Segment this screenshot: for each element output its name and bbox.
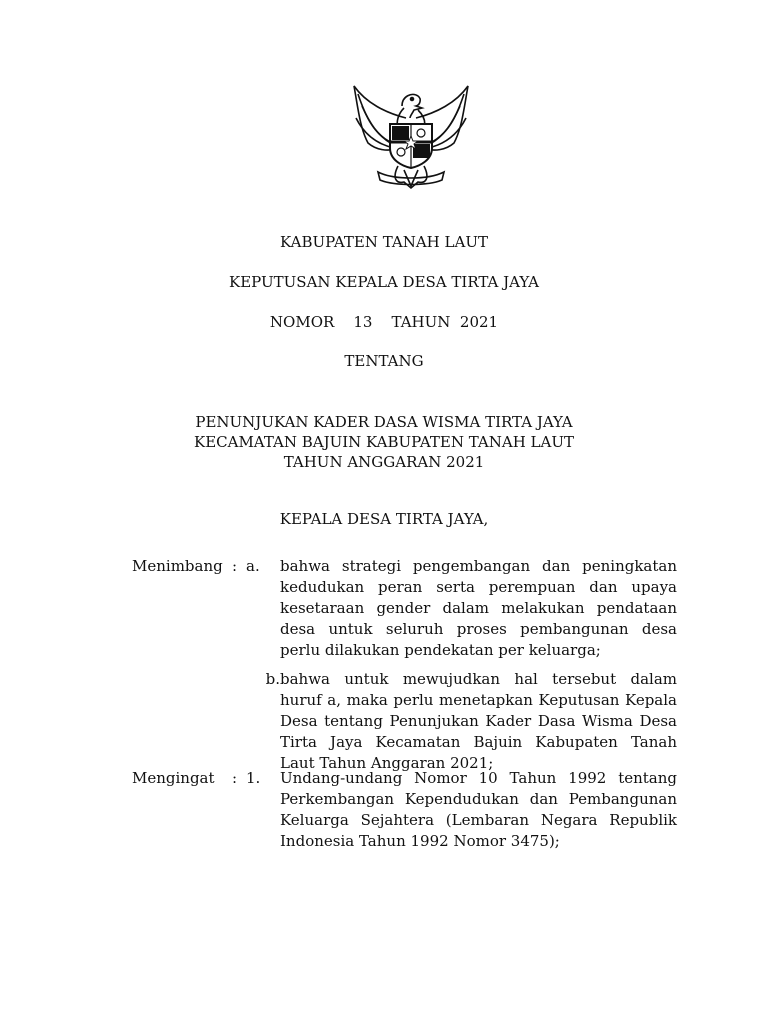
item-line: kedudukan peran serta perempuan dan upaya <box>280 578 677 596</box>
issuer-heading: KEPALA DESA TIRTA JAYA, <box>279 510 489 528</box>
garuda-emblem-icon <box>346 78 476 198</box>
item-text <box>280 669 677 774</box>
item-line: bahwa untuk mewujudkan hal tersebut dalam <box>280 670 677 688</box>
menimbang-section <box>132 556 677 774</box>
item-line: Tirta Jaya Kecamatan Bajuin Kabupaten Tanah <box>280 733 677 751</box>
mengingat-section <box>132 768 677 852</box>
item-line: Indonesia Tahun 1992 Nomor 3475); <box>280 832 560 850</box>
title-line: KECAMATAN BAJUIN KABUPATEN TANAH LAUT <box>193 433 574 451</box>
decree-title <box>0 412 768 472</box>
decree-number: NOMOR 13 TAHUN 2021 <box>269 313 499 331</box>
menimbang-label: Menimbang <box>132 557 223 575</box>
mengingat-colon: : <box>232 769 238 787</box>
mengingat-label: Mengingat <box>132 769 215 787</box>
item-line: Undang-undang Nomor 10 Tahun 1992 tentang <box>280 769 677 787</box>
item-line: Laut Tahun Anggaran 2021; <box>280 754 494 772</box>
item-marker: a. <box>246 557 260 575</box>
about-heading: TENTANG <box>344 352 424 370</box>
item-line: Perkembangan Kependudukan dan Pembangunan <box>280 790 677 808</box>
item-marker: 1. <box>246 769 261 787</box>
menimbang-item-b <box>132 669 677 774</box>
menimbang-colon: : <box>232 557 238 575</box>
item-line: huruf a, maka perlu menetapkan Keputusan Kepala <box>280 691 677 709</box>
menimbang-item-a <box>132 556 677 661</box>
title-line: PENUNJUKAN KADER DASA WISMA TIRTA JAYA <box>195 413 573 431</box>
item-line: kesetaraan gender dalam melakukan pendataan <box>280 599 677 617</box>
regency-heading: KABUPATEN TANAH LAUT <box>280 233 488 251</box>
item-line: Desa tentang Penunjukan Kader Dasa Wisma Desa <box>280 712 677 730</box>
item-text <box>280 556 677 661</box>
item-line: perlu dilakukan pendekatan per keluarga; <box>280 641 601 659</box>
item-text <box>280 768 677 852</box>
title-line: TAHUN ANGGARAN 2021 <box>283 453 485 471</box>
mengingat-item-1 <box>132 768 677 852</box>
decree-heading: KEPUTUSAN KEPALA DESA TIRTA JAYA <box>229 273 539 291</box>
item-line: desa untuk seluruh proses pembangunan desa <box>280 620 677 638</box>
item-line: Keluarga Sejahtera (Lembaran Negara Republik <box>280 811 677 829</box>
item-line: bahwa strategi pengembangan dan peningkatan <box>280 557 677 575</box>
item-marker: b. <box>265 670 280 688</box>
